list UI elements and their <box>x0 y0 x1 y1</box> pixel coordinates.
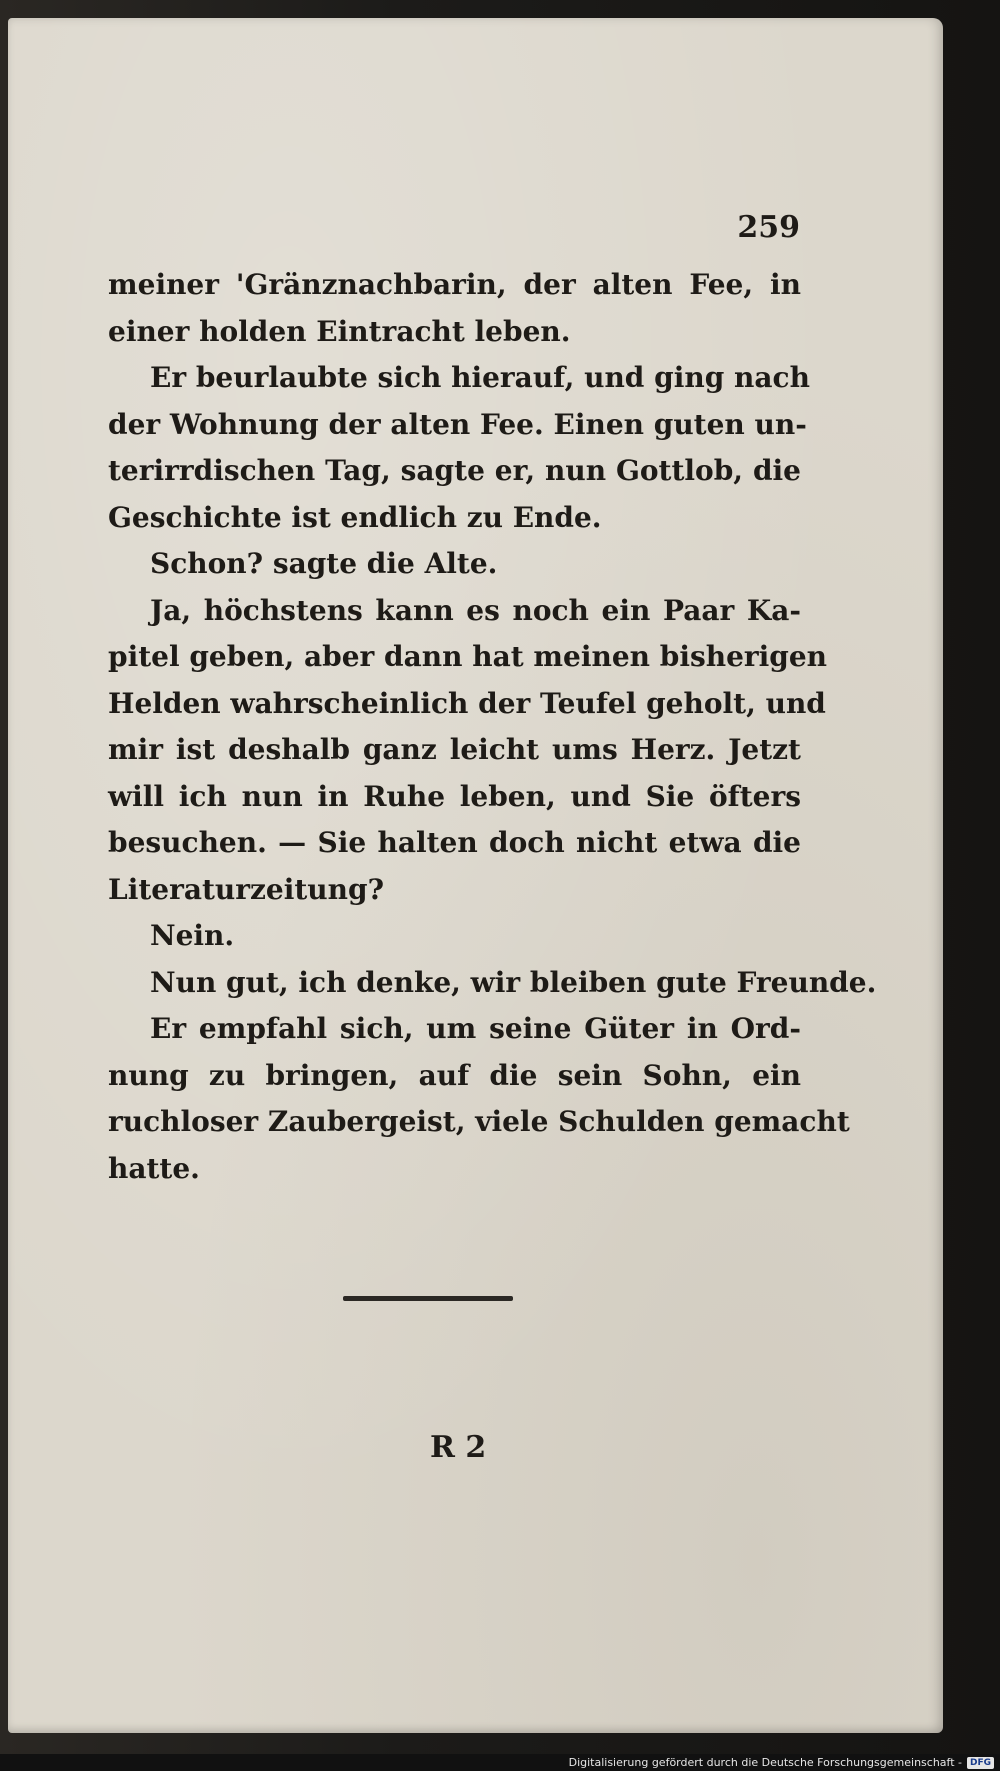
text-line: Schon? sagte die Alte. <box>150 547 498 580</box>
section-divider <box>343 1296 513 1301</box>
text-line: pitel geben, aber dann hat meinen bisherigen <box>108 640 828 673</box>
text-line: Er empfahl sich, um seine Güter in Ord- <box>150 1012 801 1045</box>
text-line: mir ist deshalb ganz leicht ums Herz. Jetzt <box>108 733 801 766</box>
text-line: besuchen. — Sie halten doch nicht etwa die <box>108 826 801 859</box>
text-line: Er beurlaubte sich hierauf, und ging nach <box>150 361 810 394</box>
text-line: Geschichte ist endlich zu Ende. <box>108 500 602 534</box>
text-line: der Wohnung der alten Fee. Einen guten un- <box>108 407 807 441</box>
text-line: Literaturzeitung? <box>108 872 384 906</box>
signature-mark: R 2 <box>430 1430 487 1465</box>
text-line: einer holden Eintracht leben. <box>108 314 571 348</box>
text-line: terirrdischen Tag, sagte er, nun Gottlob, die <box>108 454 801 487</box>
text-line: Ja, höchstens kann es noch ein Paar Ka- <box>150 593 801 627</box>
text-line: will ich nun in Ruhe leben, und Sie öfters <box>108 779 801 813</box>
text-line: hatte. <box>108 1151 200 1185</box>
digitization-credit <box>569 1754 994 1771</box>
text-line: ruchloser Zaubergeist, viele Schulden gemacht <box>108 1105 850 1138</box>
text-line: Nein. <box>150 919 235 952</box>
page-number: 259 <box>737 210 800 245</box>
text-line: Nun gut, ich denke, wir bleiben gute Freunde. <box>150 965 877 999</box>
credit-text: Digitalisierung gefördert durch die Deutsche Forschungsgemeinschaft - <box>568 1756 962 1769</box>
text-line: Helden wahrscheinlich der Teufel geholt, und <box>108 686 826 720</box>
body-text <box>108 262 877 1192</box>
dfg-logo: DFG <box>967 1757 994 1769</box>
text-line: meiner 'Gränznachbarin, der alten Fee, in <box>108 268 801 301</box>
text-line: nung zu bringen, auf die sein Sohn, ein <box>108 1058 801 1092</box>
